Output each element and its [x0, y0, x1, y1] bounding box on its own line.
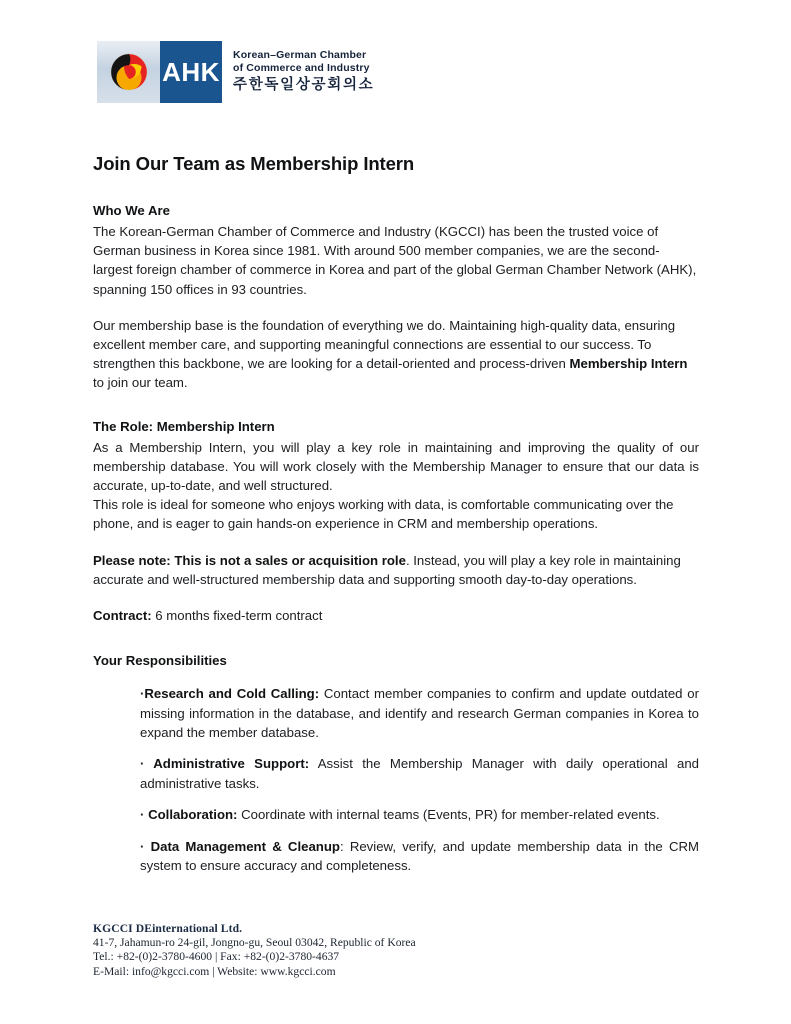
bullet-dot-icon: · — [140, 756, 145, 772]
bullet-dot-icon: · — [140, 838, 145, 854]
bullet-dot-icon: · — [140, 686, 145, 702]
kgcci-ahk-logo — [97, 41, 375, 103]
list-item-title: Administrative Support: — [144, 756, 310, 772]
list-item-text: Assist the Membership Manager with daily operational and administrative tasks. — [140, 756, 699, 791]
logo-line-english-2: of Commerce and Industry — [233, 62, 370, 74]
contract-value: 6 months fixed-term contract — [151, 608, 323, 624]
list-item-text: : Review, verify, and update membership data in the CRM system to ensure accuracy and completeness. — [140, 838, 699, 874]
please-note-rest: . Instead, you will play a key role in maintaining accurate and well-structured membership data and supporting smooth day-to-day operations. — [93, 552, 681, 587]
page-title: Join Our Team as Membership Intern — [93, 153, 415, 174]
paragraph-the-role-1: As a Membership Intern, you will play a key role in maintaining and improving the quality of our membership database. You will work closely with the Membership Manager to ensure that our data is accurate, up-to-date, and well structured. — [93, 439, 699, 494]
list-item — [140, 837, 699, 876]
list-item-title: Data Management & Cleanup — [144, 838, 340, 854]
paragraph-who-we-are-1: The Korean-German Chamber of Commerce and Industry (KGCCI) has been the trusted voice of German business in Korea since 1981. With around 500 member companies, we are the second-largest foreign chamber of commerce in Korea and part of the global German Chamber Network (AHK), spanning 150 offices in 93 countries. — [93, 224, 697, 297]
footer-phone-fax: Tel.: +82-(0)2-3780-4600 | Fax: +82-(0)2-3780-4637 — [93, 950, 340, 964]
logo-ahk-box — [160, 41, 222, 103]
list-item-title: Research and Cold Calling: — [144, 686, 320, 702]
section-heading-the-role: The Role: Membership Intern — [93, 418, 275, 434]
paragraph-who-we-are-2-part2: to join our team. — [93, 375, 188, 391]
list-item — [140, 754, 699, 793]
footer-address: 41-7, Jahamun-ro 24-gil, Jongno-gu, Seoul 03042, Republic of Korea — [93, 936, 416, 950]
logo-wordmark — [222, 41, 374, 103]
paragraph-who-we-are-2-bold: Membership Intern — [569, 356, 688, 372]
section-heading-responsibilities: Your Responsibilities — [93, 653, 227, 669]
contract-label: Contract: — [93, 608, 152, 624]
ahk-swirl-emblem-icon — [110, 53, 148, 91]
paragraph-who-we-are-2 — [93, 316, 699, 393]
list-item — [140, 805, 699, 824]
document-body — [93, 152, 699, 876]
logo-emblem-background — [97, 41, 160, 103]
please-note-lead: Please note: This is not a sales or acquisition role — [93, 552, 406, 568]
footer-email-website: E-Mail: info@kgcci.com | Website: www.kgcci.com — [93, 964, 336, 978]
section-heading-who-we-are: Who We Are — [93, 203, 170, 218]
paragraph-the-role-2: This role is ideal for someone who enjoys working with data, is comfortable communicating over the phone, and is eager to gain hands-on experience in CRM and membership operations. — [93, 497, 674, 532]
paragraph-contract — [93, 606, 699, 625]
list-item-text: Contact member companies to confirm and update outdated or missing information in the database, and identify and research German companies in Korea to expand the member database. — [140, 686, 699, 741]
list-item-text: Coordinate with internal teams (Events, PR) for member-related events. — [237, 807, 660, 823]
list-item — [140, 684, 699, 742]
bullet-dot-icon: · — [140, 807, 145, 823]
logo-line-english-1: Korean–German Chamber — [233, 49, 367, 62]
responsibilities-list — [93, 684, 699, 875]
list-item-title: Collaboration: — [144, 807, 238, 823]
logo-ahk-abbreviation: AHK — [162, 57, 220, 87]
footer-company-name: KGCCI DEinternational Ltd. — [93, 922, 243, 935]
logo-line-korean: 주한독일상공회의소 — [233, 76, 375, 93]
paragraph-who-we-are-2-part1: Our membership base is the foundation of everything we do. Maintaining high-quality data, ensuring excellent member care, and supporting meaningful connections are essential to our success. To strengthen this backbone, we are looking for a detail-oriented and process-driven — [93, 317, 676, 372]
document-footer — [93, 922, 613, 979]
paragraph-please-note — [93, 551, 699, 589]
